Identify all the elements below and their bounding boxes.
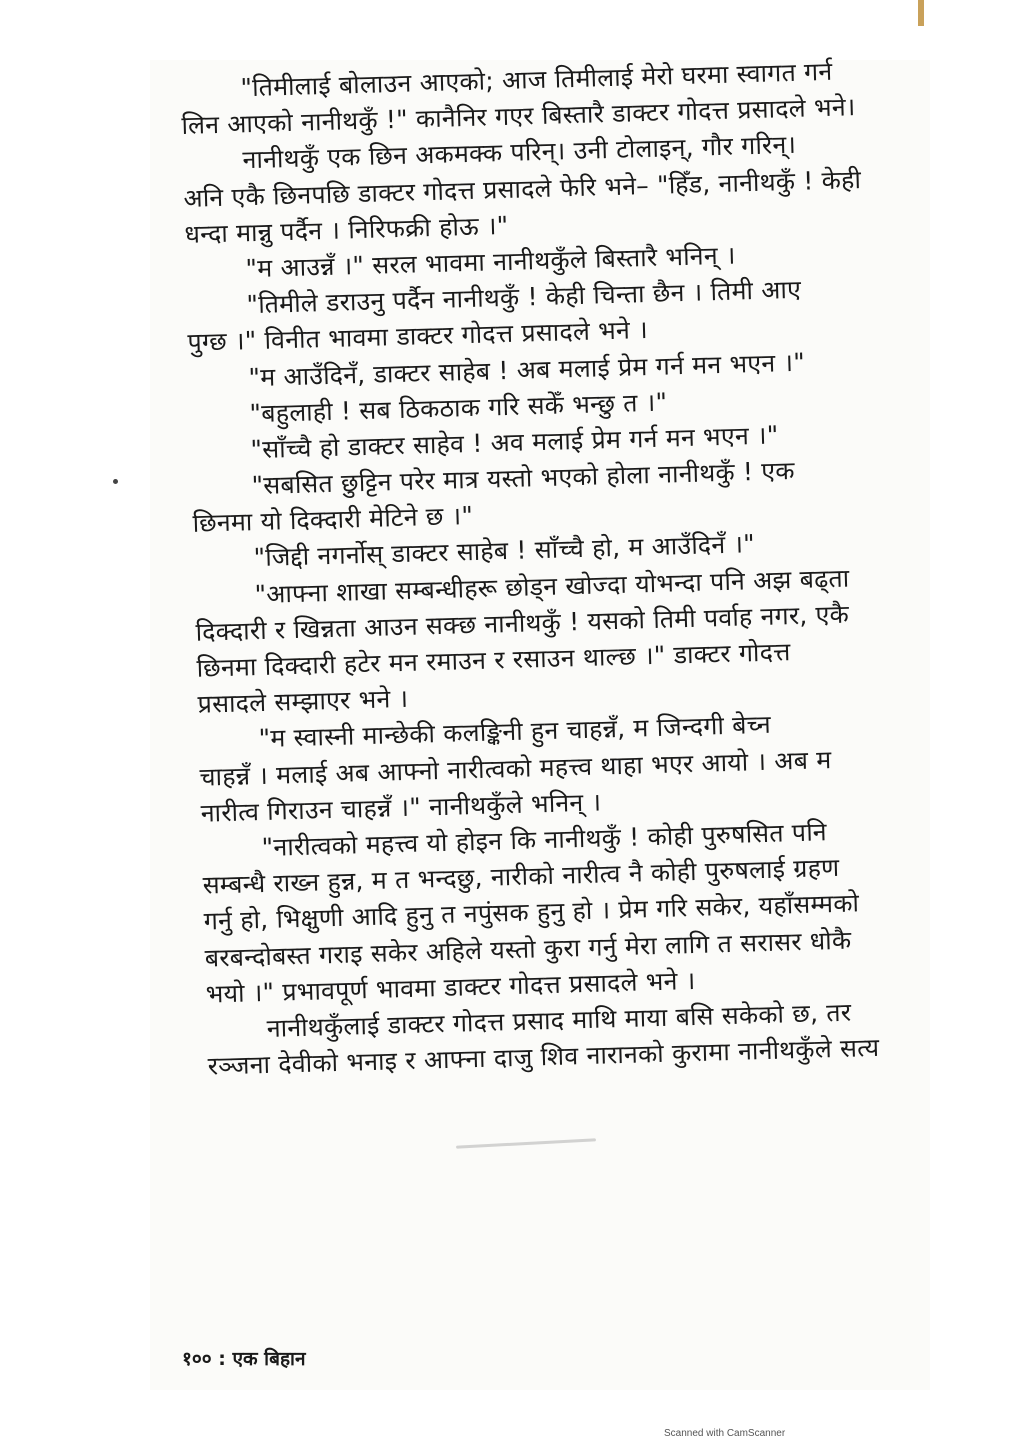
text-line: "बहुलाही ! सब ठिकठाक गरि सकेँ भन्छु त ।" <box>249 387 668 428</box>
text-line: "साँच्चै हो डाक्टर साहेव ! अव मलाई प्रेम गर्न मन भएन ।" <box>250 420 779 465</box>
text-line: "म आउन्नँ ।" सरल भावमा नानीथकुँले बिस्तारै भनिन् । <box>245 240 737 284</box>
scanner-watermark: Scanned with CamScanner <box>664 1428 786 1439</box>
text-line: प्रसादले सम्झाएर भने । <box>197 684 409 719</box>
text-line: नारीत्व गिराउन चाहन्नँ ।" नानीथकुँले भनिन् । <box>200 787 602 828</box>
text-line: "आफ्ना शाखा सम्बन्धीहरू छोड्न खोज्दा योभन्दा पनि अझ बढ्ता <box>254 563 850 609</box>
text-line: "सबसित छुट्टिन परेर मात्र यस्तो भएको होला नानीथकुँ ! एक <box>251 456 796 501</box>
text-line: सम्बन्धै राख्न हुन्न, म त भन्दछु, नारीको नारीत्व नै कोही पुरुषलाई ग्रहण <box>202 853 840 900</box>
text-line: "म आउँदिनँ, डाक्टर साहेब ! अब मलाई प्रेम गर्न मन भएन ।" <box>248 347 806 392</box>
page-footer: १०० : एक बिहान <box>182 1348 306 1370</box>
text-line: छिनमा यो दिक्दारी मेटिने छ ।" <box>192 501 474 539</box>
text-line: "नारीत्वको महत्त्व यो होइन कि नानीथकुँ ! कोही पुरुषसित पनि <box>261 817 828 862</box>
text-line: चाहन्नँ । मलाई अब आफ्नो नारीत्वको महत्त्व थाहा भएर आयो । अब म <box>199 744 832 792</box>
text-line: "म स्वास्नी मान्छेकी कलङ्किनी हुन चाहन्नँ, म जिन्दगी बेच्न <box>258 710 772 754</box>
text-line: "तिमीले डराउनु पर्दैन नानीथकुँ ! केही चिन्ता छैन । तिमी आए <box>246 274 802 320</box>
text-line: नानीथकुँलाई डाक्टर गोदत्त प्रसाद माथि माया बसि सकेको छ, तर <box>266 997 852 1043</box>
text-line: "जिद्दी नगर्नोस् डाक्टर साहेब ! साँच्चै हो, म आउँदिनँ ।" <box>253 529 756 573</box>
text-line: पुग्छ ।" विनीत भावमा डाक्टर गोदत्त प्रसादले भने । <box>187 315 649 358</box>
text-line: लिन आएको नानीथकुँ !" कानैनिर गएर बिस्तारै डाक्टर गोदत्त प्रसादले भने। <box>181 92 856 141</box>
text-line: अनि एकै छिनपछि डाक्टर गोदत्त प्रसादले फेरि भने– "हिँड, नानीथकुँ ! केही <box>183 164 862 213</box>
text-line: बरबन्दोबस्त गराइ सकेर अहिले यस्तो कुरा गर्नु मेरा लागि त सरासर धोकै <box>204 925 852 973</box>
text-line: धन्दा मान्नु पर्दैन । निरिफक्री होऊ ।" <box>184 210 509 249</box>
text-line: भयो ।" प्रभावपूर्ण भावमा डाक्टर गोदत्त प्रसादले भने । <box>205 965 696 1009</box>
text-line: "तिमीलाई बोलाउन आएको; आज तिमीलाई मेरो घरमा स्वागत गर्न <box>240 56 833 103</box>
text-line: रञ्जना देवीको भनाइ र आफ्ना दाजु शिव नारानको कुरामा नानीथकुँले सत्य <box>207 1032 880 1081</box>
text-line: नानीथकुँ एक छिन अकमक्क परिन्। उनी टोलाइन्, गौर गरिन्। <box>242 130 797 175</box>
page-text <box>180 52 923 1085</box>
text-line: दिक्दारी र खिन्नता आउन सक्छ नानीथकुँ ! यसको तिमी पर्वाह नगर, एकै <box>195 599 850 647</box>
ink-dot <box>113 479 118 484</box>
text-line: गर्नु हो, भिक्षुणी आदि हुनु त नपुंसक हुनु हो । प्रेम गरि सकेर, यहाँसम्मको <box>203 888 860 936</box>
text-line: छिनमा दिक्दारी हटेर मन रमाउन र रसाउन थाल्छ ।" डाक्टर गोदत्त <box>196 637 791 683</box>
page-edge-mark <box>918 0 924 26</box>
